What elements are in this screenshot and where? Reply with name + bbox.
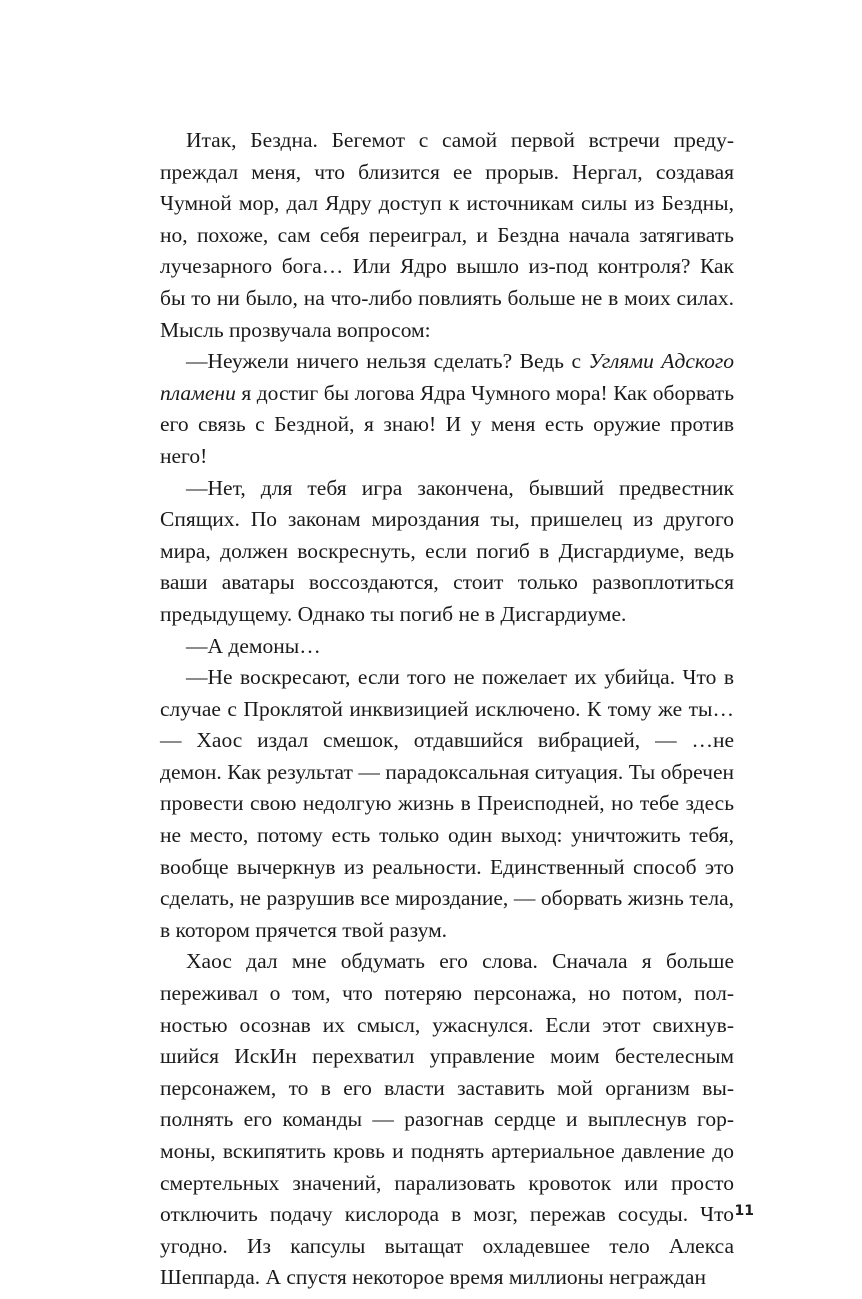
paragraph-4: —А демоны… [186,633,321,658]
paragraph-6: Хаос дал мне обдумать его слова. Сначала я больше переживал о том, что потеряю персонажа, но потом, полностью осознав их смысл, ужаснулся. Если этот свихнувшийся ИскИн перехватил управление моим бестелесным персонажем, то в его власти заставить мой организм выполнять его команды — разогнав сердце и выплеснув гормоны, вскипятить кровь и поднять артериальное давление до смертельных значений, парализовать кровоток или просто отключить подачу кислорода в мозг, пережав сосуды. Что угодно. Из капсулы вытащат охладевшее тело Алекса Шеппарда. А спустя некоторое время миллионы неграждан [160,949,734,1290]
paragraph-5: —Не воскресают, если того не пожелает их убийца. Что в случае с Проклятой инквизицией исключено. К тому же ты… — Хаос издал смешок, отдавшийся вибрацией, — …не демон. Как результат — парадоксальная ситуация. Ты обречен провести свою недолгую жизнь в Преисподней, но тебе здесь не место, потому есть только один выход: уничтожить тебя, вообще вычеркнув из реальности. Единственный способ это сделать, не разрушив все мироздание, — оборвать жизнь тела, в котором прячется твой разум. [160,665,734,942]
paragraph-2-lead: —Неужели ничего нельзя сделать? Ведь с [186,349,589,374]
page-number: 11 [734,1203,754,1219]
paragraph-3: —Нет, для тебя игра закончена, бывший предвестник Спящих. По законам мироздания ты, пришелец из другого мира, должен воскреснуть, если погиб в Дисгардиуме, ведь ваши аватары воссоздаются, стоит только развоплотиться предыдущему. Однако ты погиб не в Дисгардиуме. [160,475,734,626]
paragraph-2-tail: я достиг бы логова Ядра Чумного мора! Как оборвать его связь с Бездной, я знаю! И у меня есть оружие против него! [160,380,734,468]
paragraph-1: Итак, Бездна. Бегемот с самой первой встречи предупреждал меня, что близится ее прорыв. Нергал, создавая Чумной мор, дал Ядру доступ к источникам силы из Бездны, но, похоже, сам себя переиграл, и Бездна начала затягивать лучезарного бога… Или Ядро вышло из-под контроля? Как бы то ни было, на что-либо повлиять больше не в моих силах. Мысль прозвучала вопросом: [160,128,734,342]
paragraph-2-italic: Углями Адского пламени [160,349,734,405]
paragraph-2 [160,346,734,472]
page-body [160,125,734,1294]
